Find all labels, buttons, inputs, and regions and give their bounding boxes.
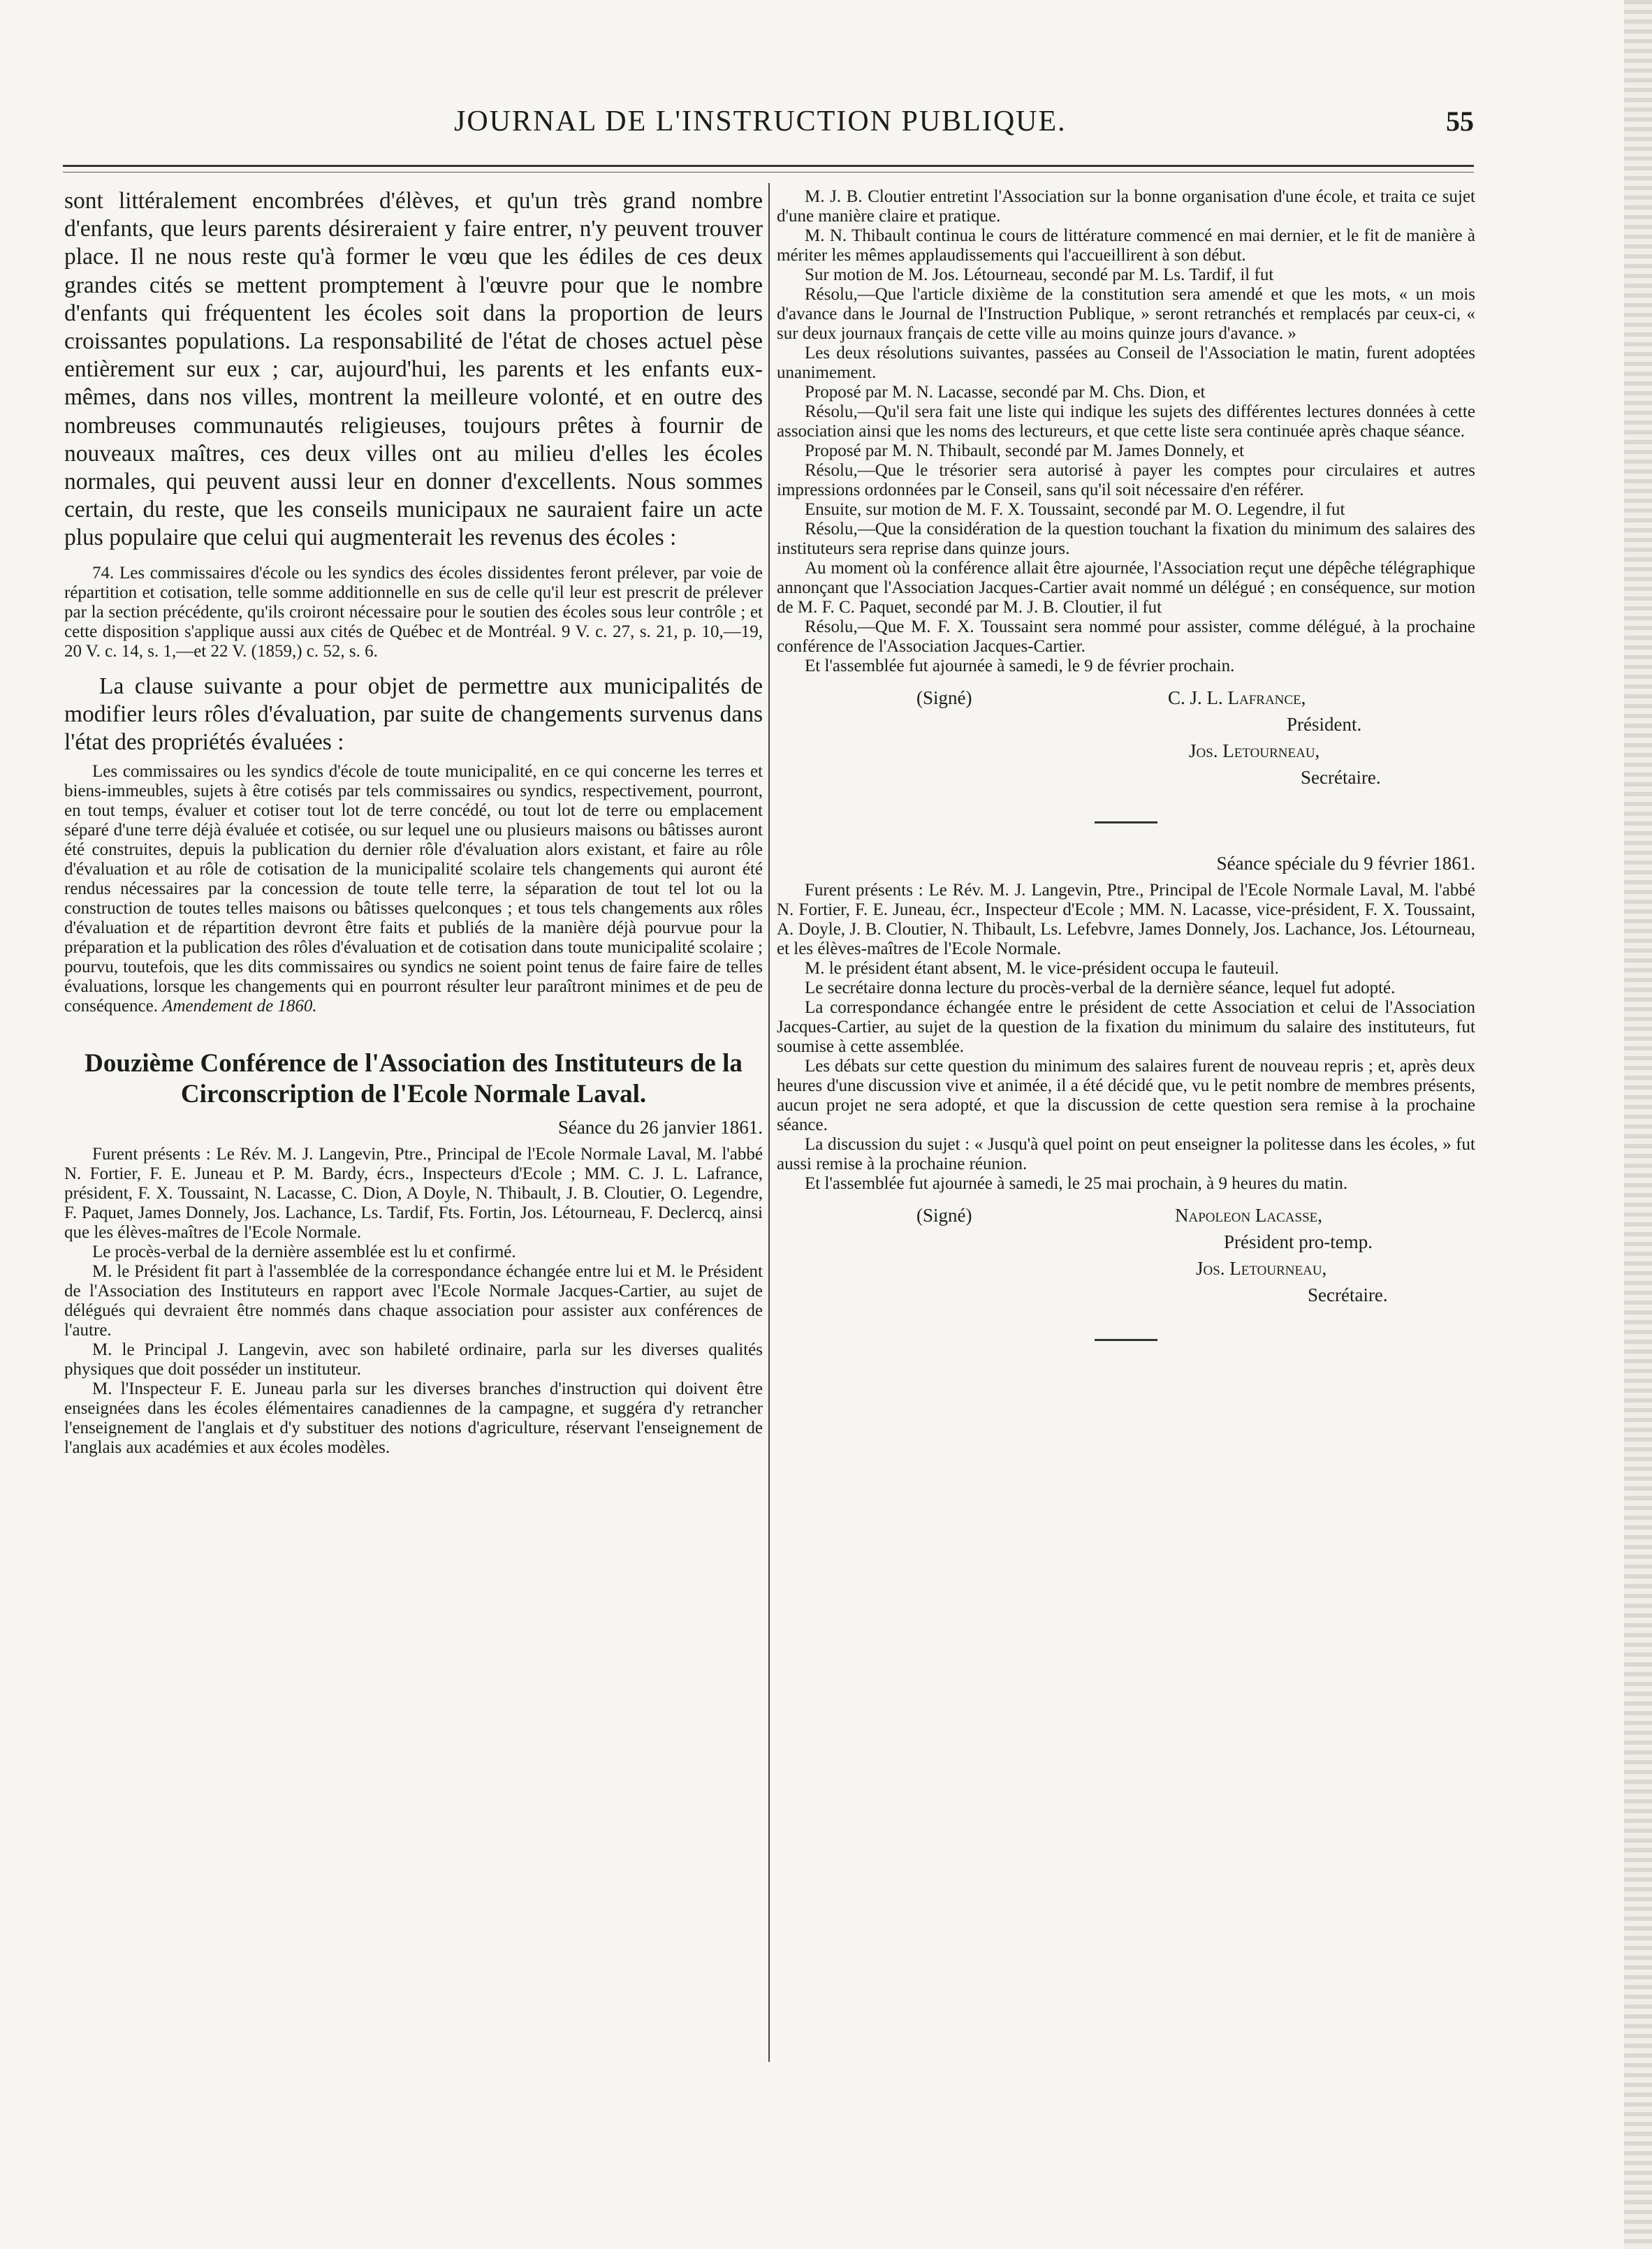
right-paragraph: La correspondance échangée entre le président de cette Association et celui de l'Association Jacques-Cartier, au sujet de la question de la fixation du minimum du salaire des instituteurs, fut soumise à cette assemblée.: [777, 998, 1475, 1056]
left-paragraph: Furent présents : Le Rév. M. J. Langevin, Ptre., Principal de l'Ecole Normale Laval, M. l'abbé N. Fortier, F. E. Juneau et P. M. Bardy, écrs., Inspecteurs d'Ecole ; MM. C. J. L. Lafrance, président, F. X. Toussaint, N. Lacasse, C. Dion, A Doyle, N. Thibault, J. B. Cloutier, O. Legendre, F. Paquet, James Donnely, Jos. Lachance, Ls. Tardif, Fts. Fortin, Jos. Létourneau, F. Declercq, ainsi que les élèves-maîtres de l'Ecole Normale.: [64, 1145, 763, 1243]
signed-label: (Signé): [916, 687, 972, 708]
signatory-secretary: Jos. Letourneau,: [1189, 740, 1320, 761]
signed-label: (Signé): [916, 1205, 972, 1226]
adjournment: Et l'assemblée fut ajournée à samedi, le 25 mai prochain, à 9 heures du matin.: [805, 1174, 1348, 1193]
end-separator: [1095, 1339, 1157, 1341]
right-paragraph: Au moment où la conférence allait être ajournée, l'Association reçut une dépêche télégraphique annonçant que l'Association Jacques-Cartier avait nommé un délégué ; en conséquence, sur motion de M. F. C. Paquet, secondé par M. J. B. Cloutier, il fut: [777, 559, 1475, 617]
page-header: [63, 105, 1474, 154]
signature-line-2: [777, 714, 1475, 740]
header-rule-thin: [63, 172, 1474, 173]
secretary-role: Secrétaire.: [1301, 767, 1381, 788]
signature-line-2: [777, 1231, 1475, 1258]
section-separator: [1095, 821, 1157, 823]
session-date: Séance du 26 janvier 1861.: [557, 1117, 763, 1138]
right-paragraph: Les débats sur cette question du minimum des salaires furent de nouveau repris ; et, après deux heures d'une discussion vive et animée, il a été décidé que, vu le petit nombre de membres présents, aucun projet ne sera adopté, et que la discussion de cette question sera remise à la prochaine séance.: [777, 1057, 1475, 1134]
signature-line-3: [777, 740, 1475, 767]
resolution: Résolu,—Que la considération de la question touchant la fixation du minimum des salaires des instituteurs sera reprise dans quinze jours.: [777, 520, 1475, 558]
right-paragraph: M. le président étant absent, M. le vice-président occupa le fauteuil.: [805, 959, 1279, 978]
right-paragraph: Sur motion de M. Jos. Létourneau, secondé par M. Ls. Tardif, il fut: [805, 265, 1274, 284]
signature-line-1: [777, 687, 1475, 714]
signature-line-1: [777, 1205, 1475, 1231]
right-paragraph: Les deux résolutions suivantes, passées au Conseil de l'Association le matin, furent adoptées unanimement.: [777, 344, 1475, 382]
right-paragraph: M. N. Thibault continua le cours de littérature commencé en mai dernier, et le fit de manière à mériter les mêmes applaudissements qui l'accueillirent à son début.: [777, 226, 1475, 265]
page-edge-scan: [1624, 0, 1652, 2249]
right-paragraph: Furent présents : Le Rév. M. J. Langevin, Ptre., Principal de l'Ecole Normale Laval, M. l'abbé N. Fortier, F. E. Juneau, écr., Inspecteur d'Ecole ; MM. N. Lacasse, vice-président, F. X. Toussaint, A. Doyle, J. B. Cloutier, N. Thibault, Ls. Lefebvre, James Donnely, Jos. Lachance, Jos. Létourneau, et les élèves-maîtres de l'Ecole Normale.: [777, 881, 1475, 958]
resolution: Résolu,—Que l'article dixième de la constitution sera amendé et que les mots, « un mois d'avance dans le Journal de l'Instruction Publique, » seront retranchés et remplacés par ceux-ci, « sur deux journaux français de cette ville au moins quinze jours d'avance. »: [777, 285, 1475, 343]
page-number: 55: [1446, 105, 1474, 137]
adjournment: Et l'assemblée fut ajournée à samedi, le 9 de février prochain.: [805, 657, 1235, 675]
clause-reference: Amendement de 1860.: [162, 997, 317, 1016]
clause-body: Les commissaires ou les syndics d'école de toute municipalité, en ce qui concerne les terres et biens-immeubles, sujets à être cotisés par tels commissaires ou syndics, respectivement, pourront, en tout temps, évaluer et cotiser tout lot de terre concédé, ou tout lot de terre ou emplacement séparé d'une terre déjà évaluée et cotisée, ou sur lequel une ou plusieurs maisons ou bâtisses auront été construites, depuis la publication du dernier rôle d'évaluation alors existant, et faire au rôle d'évaluation et au rôle de cotisation de la municipalité scolaire tels changements qui auront été rendus nécessaires par la concession de toute telle terre, la séparation de tout tel lot ou la construction de toutes telles maisons ou bâtisses quelconques ; et tous tels changements aux rôles d'évaluation et de répartition devront être faits et publiés de la manière déjà pourvue pour la préparation et la publication des rôles d'évaluation et de cotisation dans toute municipalité scolaire ; pourvu, toutefois, que les dits commissaires ou syndics ne soient point tenus de faire faire de telles évaluations, lorsque les changements qui en pourront résulter leur paraîtront minimes et de peu de conséquence.: [64, 762, 763, 1016]
resolution: Résolu,—Qu'il sera fait une liste qui indique les sujets des différentes lectures données à cette association ainsi que les noms des lectureurs, et que cette liste sera continuée après chaque séance.: [777, 402, 1475, 441]
left-paragraph: M. le Président fit part à l'assemblée de la correspondance échangée entre lui et M. le Président de l'Association des Instituteurs en rapport avec l'Ecole Normale Jacques-Cartier, au sujet de délégués qui devraient être nommés dans chaque association pour assister aux conférences de l'autre.: [64, 1262, 763, 1340]
article-74: 74. Les commissaires d'école ou les syndics des écoles dissidentes feront prélever, par voie de répartition et cotisation, telle somme additionnelle en sus de celle qu'il leur est prescrit de prélever par la section précédente, qu'ils croiront nécessaire pour le soutien des écoles sous leur contrôle ; et cette disposition s'applique aussi aux cités de Québec et de Montréal. 9 V. c. 27, s. 21, p. 10,—19, 20 V. c. 14, s. 1,—et 22 V. (1859,) c. 52, s. 6.: [64, 563, 763, 661]
left-paragraph: Le procès-verbal de la dernière assemblée est lu et confirmé.: [92, 1243, 516, 1262]
signatory-president: C. J. L. Lafrance,: [1168, 687, 1306, 708]
signature-line-4: [777, 767, 1475, 793]
left-paragraph: M. le Principal J. Langevin, avec son habileté ordinaire, parla sur les diverses qualités physiques que doit posséder un instituteur.: [64, 1340, 763, 1379]
header-rule-thick: [63, 165, 1474, 167]
journal-title: JOURNAL DE L'INSTRUCTION PUBLIQUE.: [454, 105, 1067, 138]
conference-title: Douzième Conférence de l'Association des Instituteurs de la Circonscription de l'Ecole Normale Laval.: [85, 1049, 743, 1109]
clause-intro: La clause suivante a pour objet de permettre aux municipalités de modifier leurs rôles d'évaluation, par suite de changements survenus dans l'état des propriétés évaluées :: [64, 673, 763, 756]
signatory-president: Napoleon Lacasse,: [1175, 1205, 1323, 1226]
left-column: [64, 187, 763, 1458]
signature-line-4: [777, 1284, 1475, 1311]
left-paragraph: M. l'Inspecteur F. E. Juneau parla sur les diverses branches d'instruction qui doivent être enseignées dans les écoles élémentaires canadiennes de la campagne, et suggéra d'y retrancher l'enseignement de l'anglais et d'y substituer des notions d'agriculture, réservant l'enseignement de l'anglais aux académies et aux écoles modèles.: [64, 1379, 763, 1458]
secretary-role: Secrétaire.: [1308, 1284, 1388, 1305]
president-role: Président pro-temp.: [1224, 1231, 1373, 1252]
right-paragraph: M. J. B. Cloutier entretint l'Association sur la bonne organisation d'une école, et traita ce sujet d'une manière claire et pratique.: [777, 187, 1475, 226]
right-column: [777, 187, 1475, 1369]
signatory-secretary: Jos. Letourneau,: [1196, 1258, 1327, 1279]
intro-paragraph: sont littéralement encombrées d'élèves, et qu'un très grand nombre d'enfants, que leurs parents désireraient y faire entrer, n'y peuvent trouver place. Il ne nous reste qu'à former le vœu que les édiles de ces deux grandes cités se mettent promptement à l'œuvre pour que le nombre d'enfants qui fréquentent les écoles soit dans la proportion de leurs croissantes populations. La responsabilité de l'état de choses actuel pèse entièrement sur eux ; car, aujourd'hui, les parents et les enfants eux-mêmes, dans nos villes, montrent la meilleure volonté, et en outre des nombreuses communautés religieuses, toujours prêtes à fournir de nouveaux maîtres, ces deux villes ont au milieu d'elles les écoles normales, qui peuvent aussi leur en donner d'excellents. Nous sommes certain, du reste, que les conseils municipaux ne sauraient faire un acte plus populaire que celui qui augmenterait les revenus des écoles :: [64, 188, 763, 551]
right-paragraph: Proposé par M. N. Lacasse, secondé par M. Chs. Dion, et: [805, 383, 1206, 402]
right-paragraph: Proposé par M. N. Thibault, secondé par M. James Donnely, et: [805, 441, 1245, 460]
right-paragraph: La discussion du sujet : « Jusqu'à quel point on peut enseigner la politesse dans les écoles, » fut aussi remise à la prochaine réunion.: [777, 1135, 1475, 1173]
resolution: Résolu,—Que M. F. X. Toussaint sera nommé pour assister, comme délégué, à la prochaine conférence de l'Association Jacques-Cartier.: [777, 617, 1475, 656]
column-divider: [768, 183, 770, 2062]
resolution: Résolu,—Que le trésorier sera autorisé à payer les comptes pour circulaires et autres impressions ordonnées par le Conseil, sans qu'il soit nécessaire d'en référer.: [777, 461, 1475, 499]
right-paragraph: Ensuite, sur motion de M. F. X. Toussaint, secondé par M. O. Legendre, il fut: [805, 500, 1345, 519]
special-session-date: Séance spéciale du 9 février 1861.: [1216, 853, 1475, 874]
right-paragraph: Le secrétaire donna lecture du procès-verbal de la dernière séance, lequel fut adopté.: [805, 979, 1396, 997]
president-role: Président.: [1287, 714, 1362, 735]
signature-line-3: [777, 1258, 1475, 1284]
clause-text: [64, 762, 763, 1016]
